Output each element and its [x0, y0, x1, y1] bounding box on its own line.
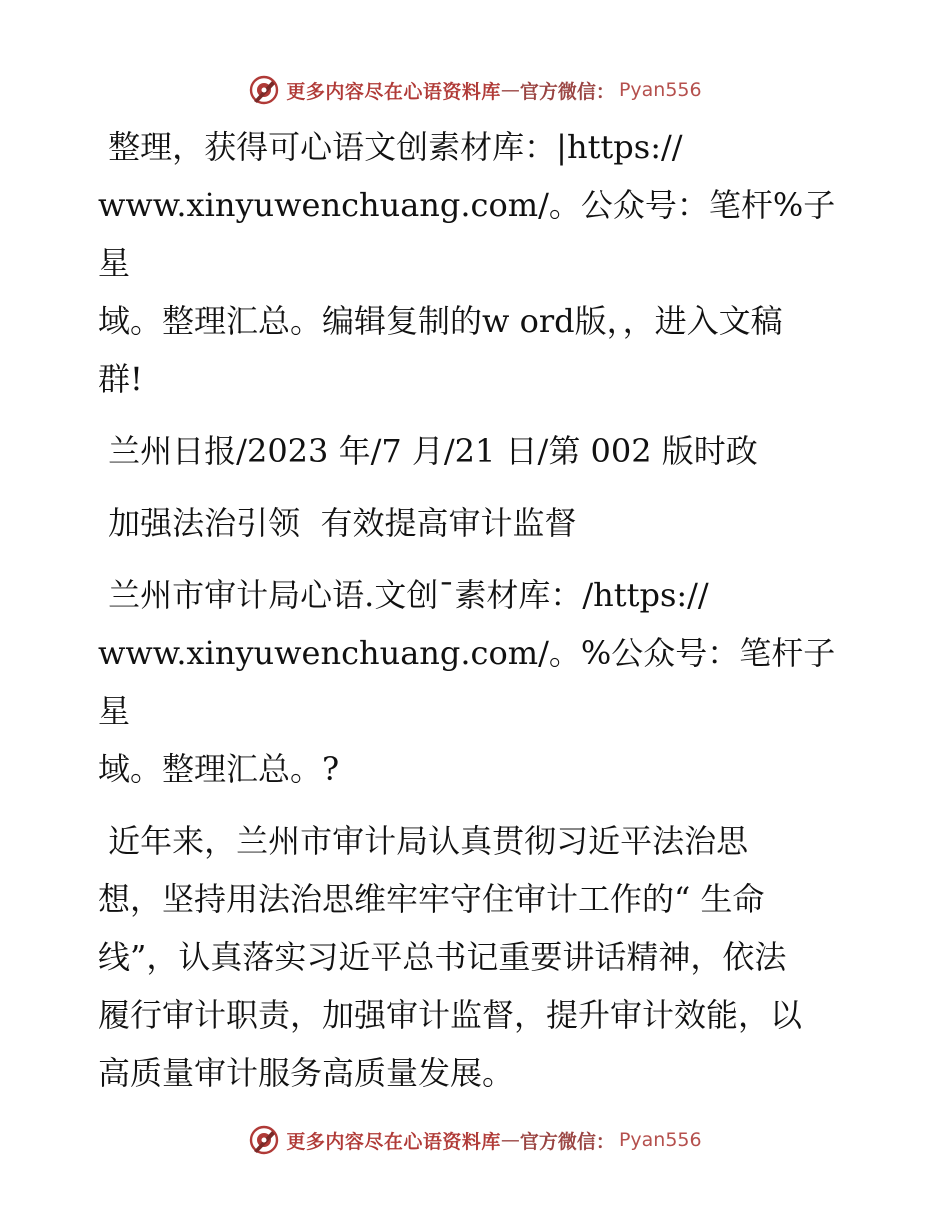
quill-seal-icon [248, 74, 280, 106]
footer-watermark [0, 1120, 950, 1160]
watermark-main-text: 更多内容尽在心语资料库 [286, 1130, 501, 1153]
watermark-wechat-label: 官方微信： [519, 80, 615, 103]
quill-seal-icon [248, 1124, 280, 1156]
header-watermark [0, 70, 950, 110]
document-body [98, 118, 858, 1102]
article-title: 加强法治引领 有效提高审计监督 [98, 504, 577, 542]
source-line: 兰州日报/2023 年/7 月/21 日/第 002 版时政 [98, 432, 758, 470]
intro-paragraph: 整理，获得可心语文创素材库：|https:// www.xinyuwenchuang.com/。公众号：笔杆%子星 域。整理汇总。编辑复制的w ord版，，进入文稿 群! [98, 128, 836, 398]
author-paragraph: 兰州市审计局心语.文创¯素材库：/https:// www.xinyuwenchuang.com/。%公众号：笔杆子星 域。整理汇总。? [98, 576, 836, 788]
watermark-dash: — [500, 1129, 520, 1151]
watermark-main-text: 更多内容尽在心语资料库 [286, 80, 501, 103]
watermark-wechat-id: Pyan556 [618, 1129, 702, 1151]
watermark-wechat-label: 官方微信： [519, 1130, 615, 1153]
body-paragraph: 近年来，兰州市审计局认真贯彻习近平法治思 想，坚持用法治思维牢牢守住审计工作的“ 生命 线”，认真落实习近平总书记重要讲话精神，依法 履行审计职责，加强审计监督，提升审计效能，以 高质量审计服务高质量发展。 [98, 822, 803, 1092]
watermark-dash: — [500, 79, 520, 101]
watermark-wechat-id: Pyan556 [618, 79, 702, 101]
